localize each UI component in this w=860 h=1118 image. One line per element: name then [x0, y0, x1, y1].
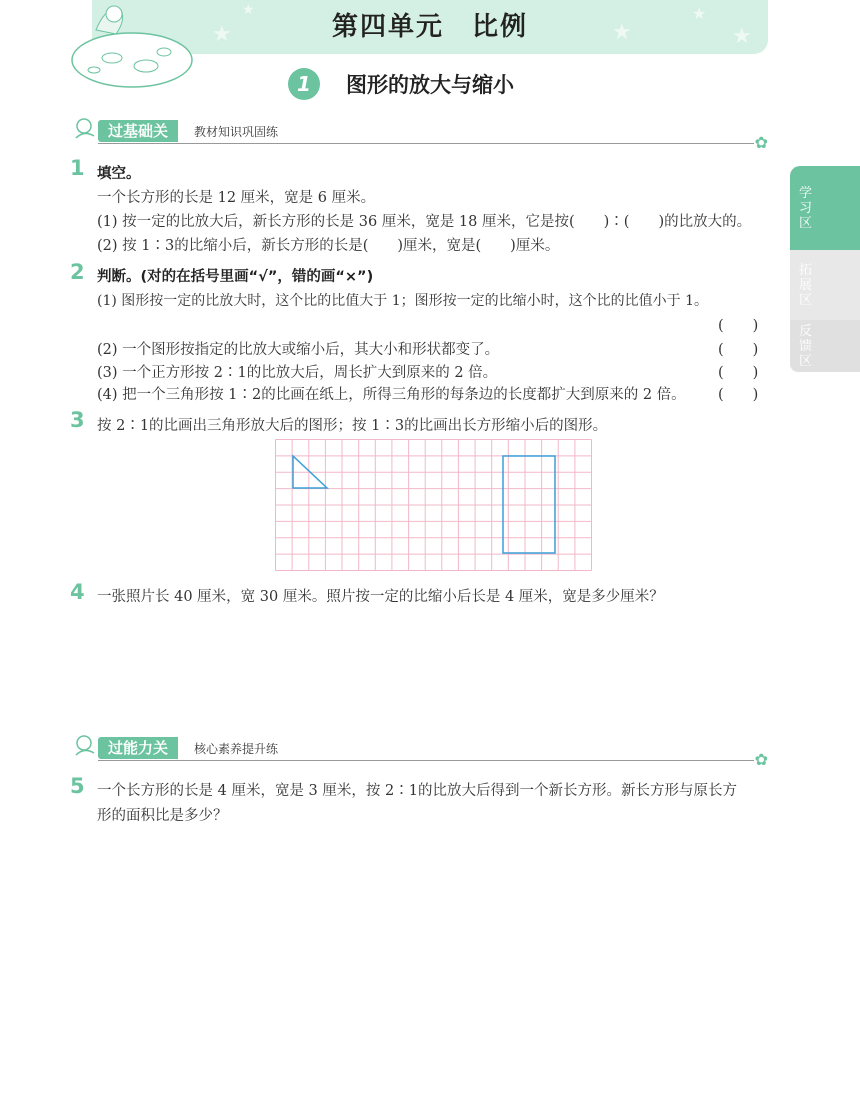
- drawing-grid[interactable]: [275, 439, 592, 575]
- question-text: 一个长方形的长是 4 厘米，宽是 3 厘米，按 2∶1的比放大后得到一个新长方形。新长方形与原长方: [97, 783, 737, 799]
- mascot-icon: [72, 733, 100, 759]
- section-divider: [98, 143, 754, 144]
- grid-canvas[interactable]: [275, 439, 592, 571]
- question-number: 5: [70, 774, 85, 798]
- question-text: (2) 按 1∶3的比缩小后，新长方形的长是( )厘米，宽是( )厘米。: [97, 238, 560, 254]
- star-icon: ★: [212, 22, 232, 47]
- moon-mascot-icon: [66, 0, 196, 90]
- question-number: 3: [70, 408, 85, 432]
- question-text: 一张照片长 40 厘米，宽 30 厘米。照片按一定的比缩小后长是 4 厘米，宽是多少厘米？: [97, 589, 664, 605]
- mascot-icon: [72, 116, 100, 142]
- lesson-number-badge: 1: [288, 68, 320, 100]
- clover-icon: ✿: [754, 750, 768, 769]
- question-number: 4: [70, 580, 85, 604]
- section-divider: [98, 760, 754, 761]
- lesson-title: 图形的放大与缩小: [346, 73, 514, 97]
- star-icon: ★: [692, 4, 707, 23]
- question-title: 判断。(对的在括号里画“√”，错的画“×”): [97, 269, 374, 285]
- clover-icon: ✿: [754, 133, 768, 152]
- lesson-header: [288, 66, 514, 102]
- question-text: (1) 图形按一定的比放大时，这个比的比值大于 1；图形按一定的比缩小时，这个比的比值小于 1。: [97, 293, 708, 309]
- section-subtitle: 教材知识巩固练: [194, 125, 279, 139]
- section-subtitle: 核心素养提升练: [194, 742, 279, 756]
- question-text: 一个长方形的长是 12 厘米，宽是 6 厘米。: [97, 190, 376, 206]
- answer-bracket[interactable]: ( ): [718, 365, 759, 381]
- star-icon: ★: [732, 24, 752, 49]
- tab-label: 学习区: [799, 185, 813, 231]
- tab-label: 拓展区: [799, 262, 813, 308]
- section-tag: 过基础关: [98, 120, 178, 142]
- tab-label: 反馈区: [799, 323, 813, 369]
- question-text: (3) 一个正方形按 2∶1的比放大后，周长扩大到原来的 2 倍。: [97, 365, 498, 381]
- question-text: 形的面积比是多少？: [97, 808, 228, 824]
- unit-title: 第四单元 比例: [331, 12, 528, 42]
- question-text: (4) 把一个三角形按 1∶2的比画在纸上，所得三角形的每条边的长度都扩大到原来的 2 倍。: [97, 387, 686, 403]
- answer-bracket[interactable]: ( ): [718, 318, 759, 334]
- question-title: 填空。: [97, 166, 141, 182]
- question-text: (1) 按一定的比放大后，新长方形的长是 36 厘米，宽是 18 厘米，它是按( )∶( )的比放大的。: [97, 214, 752, 230]
- section-ability-header: [72, 729, 768, 769]
- answer-bracket[interactable]: ( ): [718, 387, 759, 403]
- question-number: 1: [70, 156, 85, 180]
- answer-bracket[interactable]: ( ): [718, 342, 759, 358]
- question-text: 按 2∶1的比画出三角形放大后的图形；按 1∶3的比画出长方形缩小后的图形。: [97, 418, 608, 434]
- tab-study[interactable]: [790, 166, 860, 250]
- tab-feedback[interactable]: [790, 320, 860, 372]
- section-basic-header: [72, 112, 768, 152]
- star-icon: ★: [612, 20, 632, 45]
- section-tag: 过能力关: [98, 737, 178, 759]
- question-text: (2) 一个图形按指定的比放大或缩小后，其大小和形状都变了。: [97, 342, 500, 358]
- question-number: 2: [70, 260, 85, 284]
- star-icon: ★: [242, 2, 255, 18]
- tab-extend[interactable]: [790, 250, 860, 320]
